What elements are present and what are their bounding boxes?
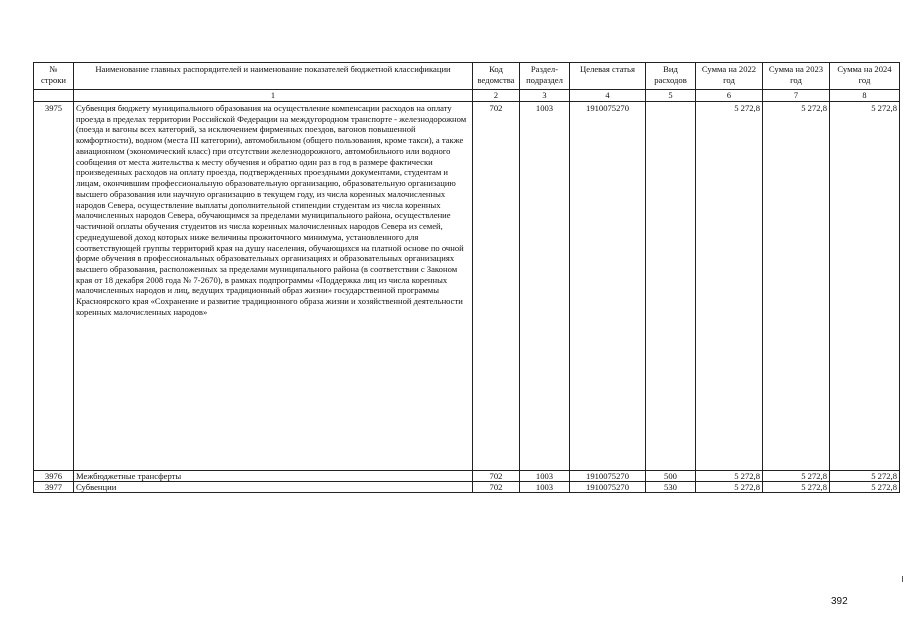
row-expense-type [646,102,696,471]
scan-edge-mark [902,576,903,582]
header-row [34,63,900,90]
col-header-line: № строки [34,63,74,90]
page-number: 392 [831,596,848,607]
col-number: 3 [520,90,570,102]
row-line-number: 3975 [34,102,74,471]
col-header-expense-type: Вид расходов [646,63,696,90]
row-sum-2023: 5 272,8 [763,471,830,482]
table-row [34,471,900,482]
col-header-target: Целевая статья [570,63,646,90]
row-section: 1003 [520,102,570,471]
row-dept-code: 702 [473,471,520,482]
col-header-name: Наименование главных распорядителей и наименование показателей бюджетной классификации [74,63,473,90]
row-dept-code: 702 [473,102,520,471]
row-section: 1003 [520,482,570,493]
col-header-sum-2022: Сумма на 2022 год [696,63,763,90]
row-name: Субвенция бюджету муниципального образования на осуществление компенсации расходов на оплату проезда в пределах территории Российской Федерации на междугородном транспорте - железнодорожном (поезда и вагоны всех категорий, за исключением фирменных поездов, вагонов повышенной комфортности), водном (места III категории), автомобильном (общего пользования, кроме такси), а также авиационном (экономический класс) при отсутствии железнодорожного, автомобильного или водного сообщения от места жительства к месту обучения и обратно один раз в год в размере фактически произведенных расходов на оплату проезда, подтвержденных проездными документами, студентам и лицам, окончившим профессиональную образовательную организацию, образовательную организацию высшего образования или научную организацию в текущем году, из числа коренных малочисленных народов Севера, осуществление выплаты дополнительной стипендии студентам из числа коренных малочисленных народов Севера, обучающимся за пределами муниципального района, осуществление частичной оплаты обучения студентов из числа коренных малочисленных народов Севера из семей, среднедушевой доход которых ниже величины прожиточного минимума, установленного для соответствующей группы территорий края на душу населения, обучающихся на платной основе по очной форме обучения в профессиональных образовательных организациях и образовательных организациях высшего образования, расположенных за пределами муниципального района (в соответствии с Законом края от 18 декабря 2008 года № 7-2670), в рамках подпрограммы «Поддержка лиц из числа коренных малочисленных народов и лиц, ведущих традиционный образ жизни» государственной программы Красноярского края «Сохранение и развитие традиционного образа жизни и хозяйственной деятельности коренных малочисленных народов» [74,102,473,471]
row-target: 1910075270 [570,482,646,493]
row-sum-2022: 5 272,8 [696,482,763,493]
row-line-number: 3976 [34,471,74,482]
row-sum-2022: 5 272,8 [696,102,763,471]
col-number: 7 [763,90,830,102]
row-section: 1003 [520,471,570,482]
row-sum-2024: 5 272,8 [830,482,900,493]
row-line-number: 3977 [34,482,74,493]
row-target: 1910075270 [570,102,646,471]
row-sum-2024: 5 272,8 [830,102,900,471]
row-sum-2023: 5 272,8 [763,482,830,493]
col-number: 2 [473,90,520,102]
row-target: 1910075270 [570,471,646,482]
col-header-section: Раздел-подраздел [520,63,570,90]
row-expense-type: 530 [646,482,696,493]
row-expense-type: 500 [646,471,696,482]
table-row [34,102,900,471]
row-dept-code: 702 [473,482,520,493]
col-number: 4 [570,90,646,102]
col-header-dept: Код ведомства [473,63,520,90]
row-sum-2023: 5 272,8 [763,102,830,471]
col-number [34,90,74,102]
col-number: 8 [830,90,900,102]
row-sum-2022: 5 272,8 [696,471,763,482]
col-number: 6 [696,90,763,102]
budget-table [33,62,900,493]
column-number-row [34,90,900,102]
table-row [34,482,900,493]
col-header-sum-2023: Сумма на 2023 год [763,63,830,90]
row-name: Межбюджетные трансферты [74,471,473,482]
col-number: 5 [646,90,696,102]
row-name: Субвенции [74,482,473,493]
row-sum-2024: 5 272,8 [830,471,900,482]
col-header-sum-2024: Сумма на 2024 год [830,63,900,90]
col-number: 1 [74,90,473,102]
